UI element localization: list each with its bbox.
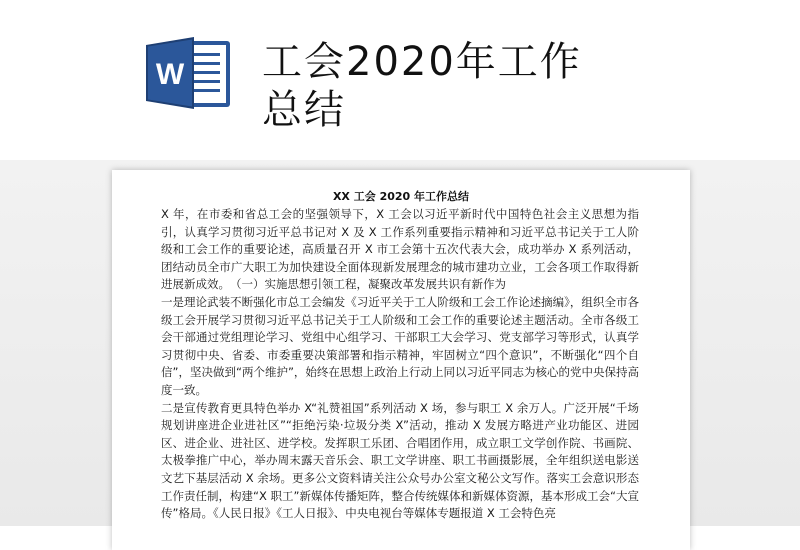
page-title-line-1: 工会2020年工作 [262, 39, 582, 85]
page-title [262, 38, 622, 134]
page-title-line-2: 总结 [262, 87, 346, 133]
document-heading: XX 工会 2020 年工作总结 [332, 190, 470, 203]
document-page [112, 170, 690, 550]
word-icon [142, 33, 242, 113]
paragraph-1: X 年，在市委和省总工会的坚强领导下，X 工会以习近平新时代中国特色社会主义思想为指引，认真学习贯彻习近平总书记对 X 及 X 工作系列重要指示精神和习近平总书记关于工人阶级和工会工作的重要论述，高质量召开 X 市工会第十五次代表大会，成功举办 X 系列活动，团结动员全市广大职工为加快建设全面体现新发展理念的城市建功立业，工会各项工作取得新进展新成效。 （一）实施思想引领工程，凝聚改革发展共识有新作为 [161, 207, 639, 292]
svg-text:W: W [155, 58, 185, 91]
document-body [161, 206, 639, 523]
paragraph-3: 二是宣传教育更具特色举办 X“礼赞祖国”系列活动 X 场，参与职工 X 余万人。广泛开展“千场规划讲座进企业进社区”“拒绝污染·垃圾分类 X”活动，推动 X 发展方略进产业功能区、进园区、进企业、进社区、进学校。发挥职工乐团、合唱团作用，成立职工文学创作院、书画院、太极拳推广中心，举办周末露天音乐会、职工文学讲座、职工书画摄影展，全年组织送电影送文艺下基层活动 X 余场。更多公文资料请关注公众号办公室文秘公文写作。落实工会意识形态工作责任制，构建“X 职工”新媒体传播矩阵，整合传统媒体和新媒体资源，基本形成工会“大宣传”格局。《人民日报》《工人日报》、中央电视台等媒体专题报道 X 工会特色亮 [161, 400, 639, 521]
header-banner [0, 0, 800, 160]
paragraph-2: 一是理论武装不断强化市总工会编发《习近平关于工人阶级和工会工作论述摘编》，组织全市各级工会开展学习贯彻习近平总书记关于工人阶级和工会工作的重要论述主题活动。全市各级工会干部通过党组理论学习、党组中心组学习、干部职工大会学习、党支部学习等形式，认真学习贯彻中央、省委、市委重要决策部署和指示精神，牢固树立“四个意识”，不断强化“四个自信”，坚决做到“两个维护”，始终在思想上政治上行动上同以习近平同志为核心的党中央保持高度一致。 [161, 294, 639, 397]
